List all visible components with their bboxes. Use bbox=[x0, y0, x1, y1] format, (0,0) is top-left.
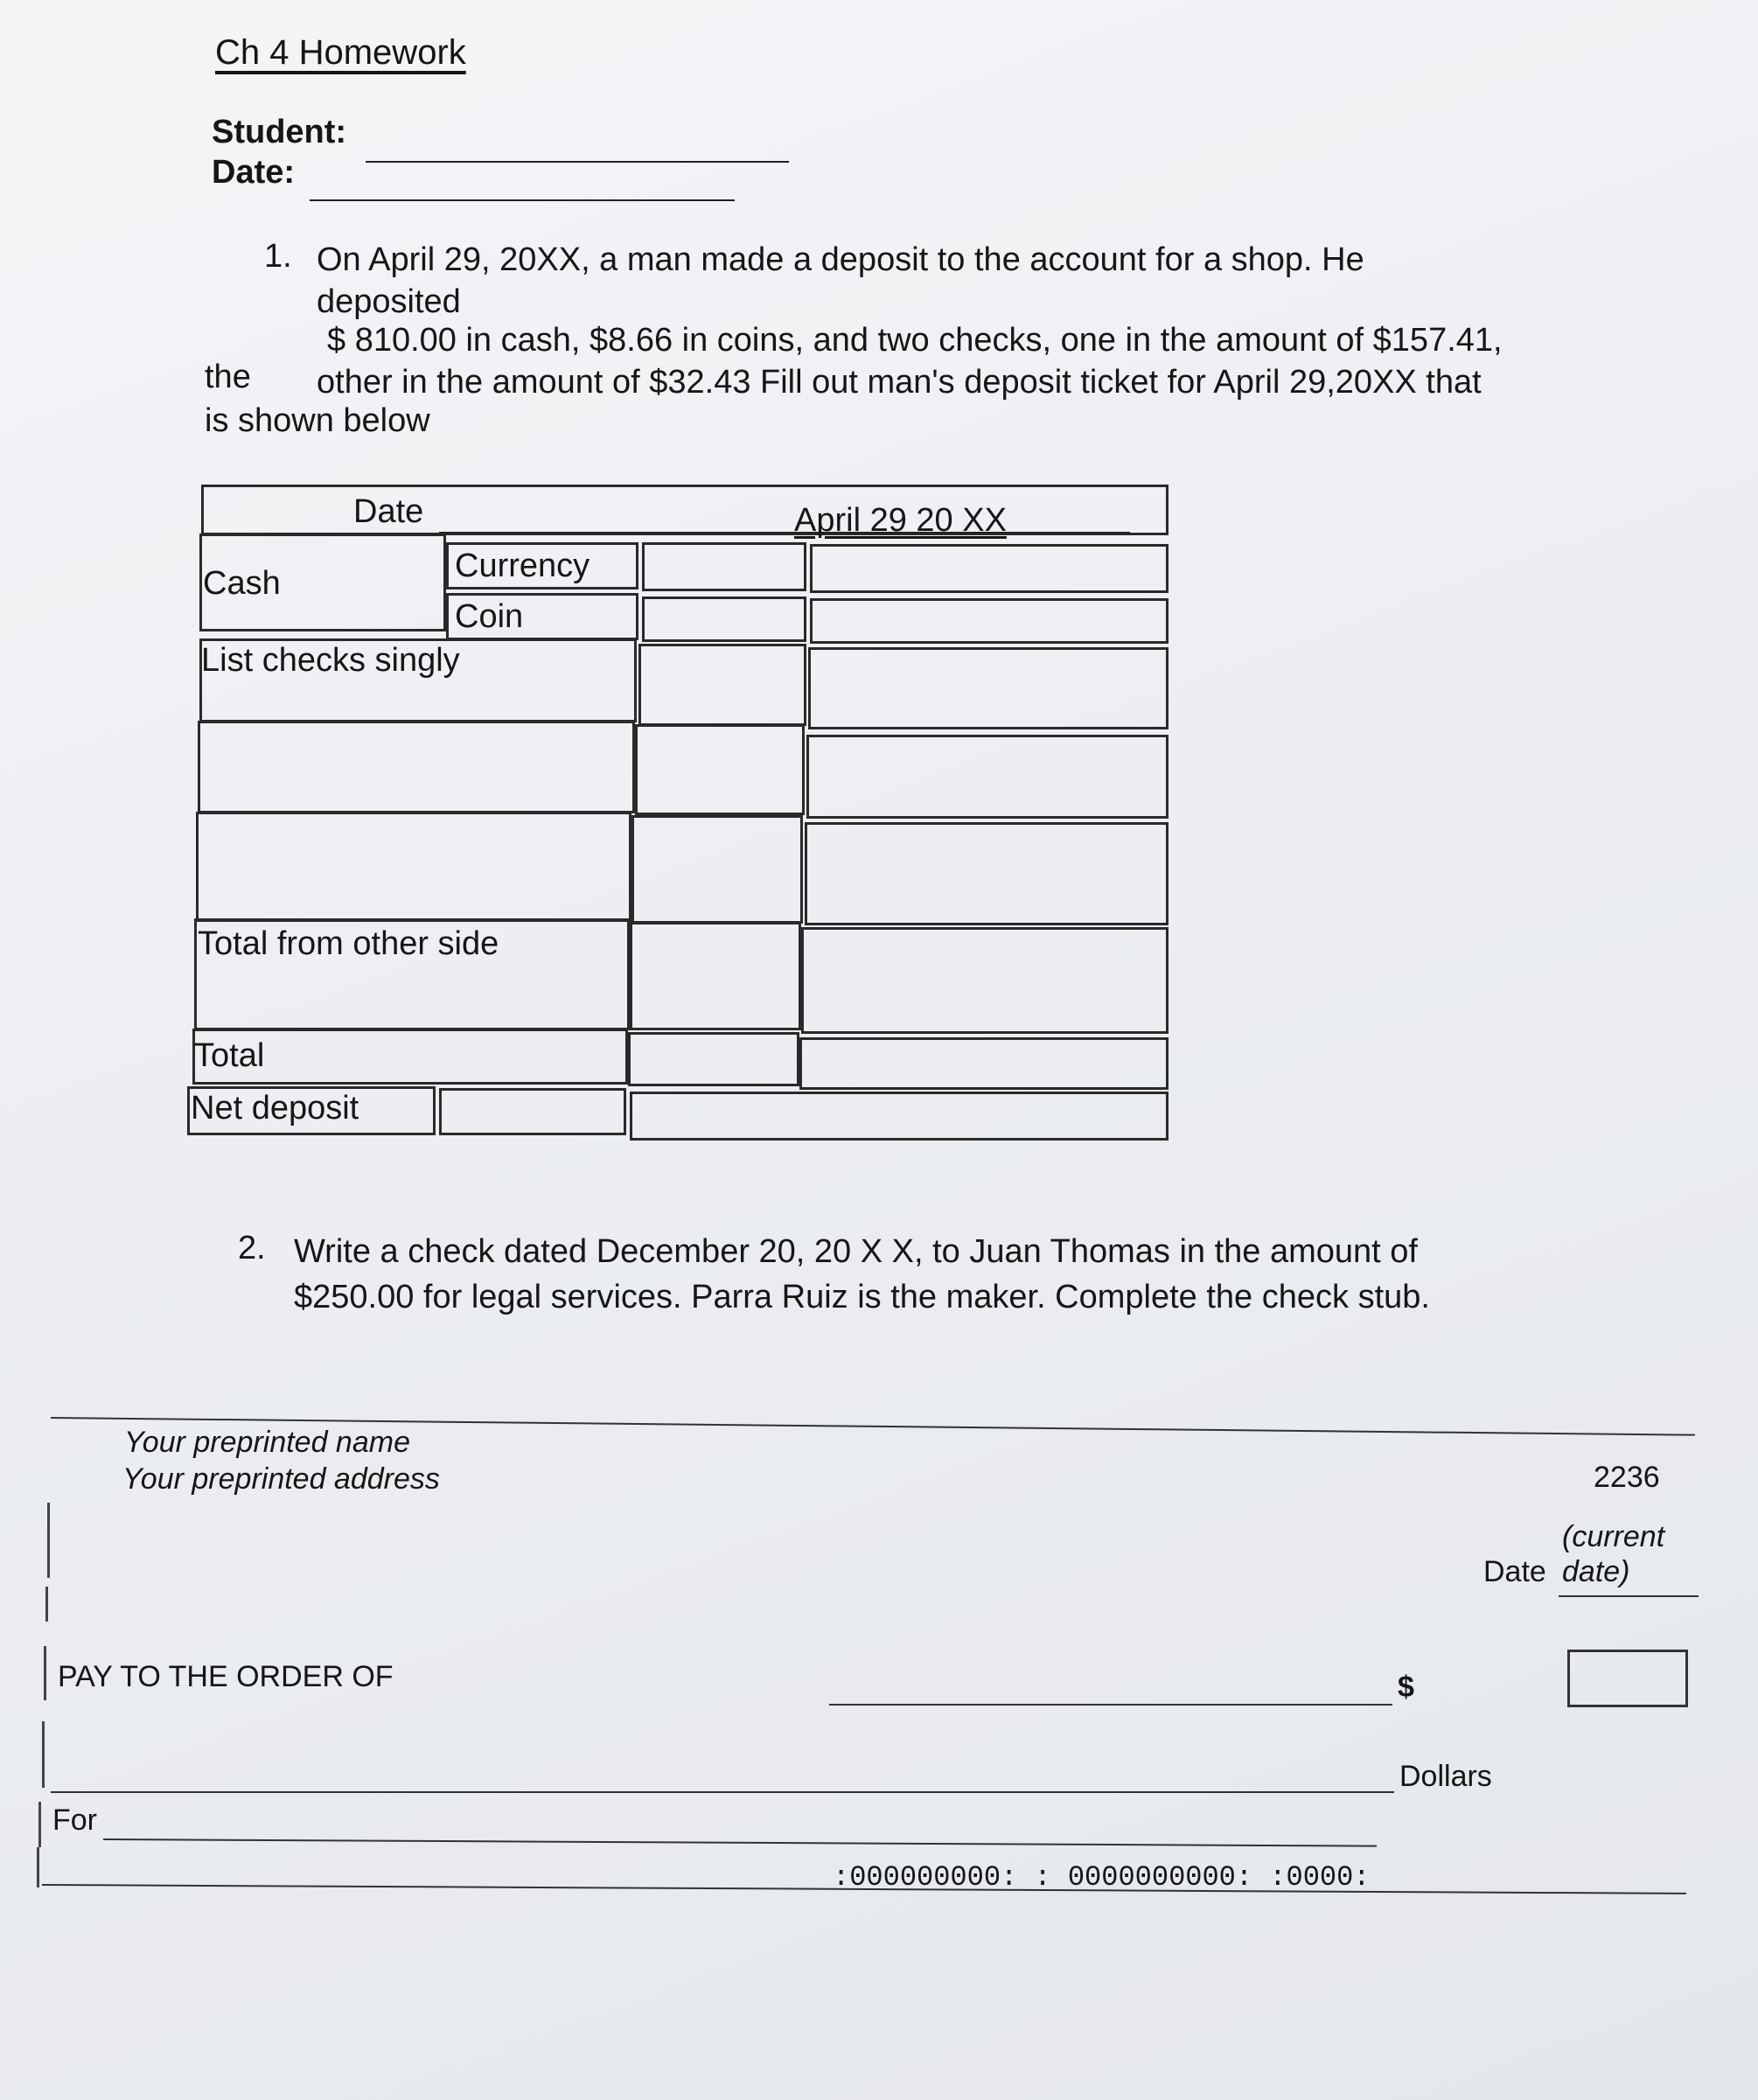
total-label: Total bbox=[194, 1037, 265, 1074]
check-left-edge bbox=[38, 1802, 41, 1847]
check-3-cents-field[interactable] bbox=[805, 822, 1169, 925]
ticket-date-label: Date bbox=[353, 493, 424, 530]
question-1-line: is shown below bbox=[205, 402, 430, 439]
cash-label: Cash bbox=[203, 565, 281, 602]
question-1-line: $ 810.00 in cash, $8.66 in coins, and two checks, one in the amount of $157.41, bbox=[327, 322, 1503, 359]
student-label: Student: bbox=[212, 114, 347, 150]
page-title: Ch 4 Homework bbox=[215, 33, 466, 72]
net-deposit-cents-field[interactable] bbox=[630, 1092, 1169, 1141]
question-1-line: other in the amount of $32.43 Fill out man's deposit ticket for April 29,20XX that bbox=[317, 364, 1482, 401]
dollars-label: Dollars bbox=[1399, 1760, 1492, 1793]
check-left-edge bbox=[45, 1587, 48, 1622]
memo-line[interactable] bbox=[103, 1838, 1377, 1847]
coin-label: Coin bbox=[455, 598, 524, 635]
question-1-number: 1. bbox=[264, 238, 292, 275]
check-left-edge bbox=[37, 1847, 39, 1887]
ticket-date-value[interactable]: April 29 20 XX bbox=[794, 502, 1007, 539]
currency-dollars-field[interactable] bbox=[642, 542, 806, 591]
check-2-label-cell[interactable] bbox=[198, 721, 635, 813]
total-other-label: Total from other side bbox=[198, 925, 499, 962]
check-3-dollars-field[interactable] bbox=[631, 815, 803, 924]
coin-dollars-field[interactable] bbox=[642, 597, 806, 642]
total-cents-field[interactable] bbox=[799, 1037, 1169, 1090]
check-left-edge bbox=[42, 1721, 45, 1788]
check-1-dollars-field[interactable] bbox=[638, 644, 806, 726]
question-1-line: On April 29, 20XX, a man made a deposit to the account for a shop. He bbox=[317, 241, 1364, 278]
net-deposit-label: Net deposit bbox=[191, 1090, 359, 1127]
micr-line: :000000000: : 0000000000: :0000: bbox=[833, 1861, 1371, 1894]
currency-label: Currency bbox=[455, 548, 590, 584]
check-3-label-cell[interactable] bbox=[196, 812, 631, 922]
check-left-edge bbox=[47, 1503, 50, 1578]
student-blank[interactable] bbox=[366, 161, 789, 163]
date-row bbox=[201, 485, 1169, 535]
checks-label: List checks singly bbox=[201, 642, 460, 679]
dollar-sign: $ bbox=[1398, 1671, 1414, 1704]
net-deposit-dollars-field[interactable] bbox=[439, 1088, 626, 1135]
question-1-line: the bbox=[205, 359, 251, 395]
preprinted-name: Your preprinted name bbox=[124, 1426, 410, 1459]
currency-cents-field[interactable] bbox=[810, 544, 1169, 593]
check-date-line[interactable] bbox=[1559, 1595, 1699, 1597]
date-hint-2: date) bbox=[1562, 1555, 1630, 1588]
preprinted-address: Your preprinted address bbox=[122, 1462, 440, 1496]
payee-line[interactable] bbox=[829, 1704, 1392, 1706]
for-label: For bbox=[52, 1803, 97, 1837]
pay-to-label: PAY TO THE ORDER OF bbox=[58, 1660, 394, 1693]
total-dollars-field[interactable] bbox=[628, 1032, 799, 1086]
question-1-line: deposited bbox=[317, 283, 461, 320]
question-2-number: 2. bbox=[238, 1230, 266, 1266]
coin-cents-field[interactable] bbox=[810, 598, 1169, 644]
date-blank[interactable] bbox=[310, 199, 735, 201]
check-number: 2236 bbox=[1594, 1461, 1660, 1494]
question-2-line: $250.00 for legal services. Parra Ruiz is the maker. Complete the check stub. bbox=[294, 1279, 1430, 1315]
amount-box[interactable] bbox=[1567, 1650, 1688, 1707]
check-1-cents-field[interactable] bbox=[808, 647, 1169, 729]
check-2-cents-field[interactable] bbox=[806, 735, 1169, 819]
date-underline bbox=[439, 532, 1130, 534]
total-other-cents-field[interactable] bbox=[801, 927, 1169, 1034]
date-hint-1: (current bbox=[1562, 1520, 1665, 1553]
date-label: Date: bbox=[212, 154, 296, 191]
check-2-dollars-field[interactable] bbox=[635, 724, 805, 815]
check-date-label: Date bbox=[1483, 1555, 1546, 1588]
total-other-dollars-field[interactable] bbox=[630, 922, 801, 1030]
check-left-edge bbox=[44, 1646, 46, 1700]
question-2-line: Write a check dated December 20, 20 X X, to Juan Thomas in the amount of bbox=[294, 1233, 1418, 1270]
amount-words-line[interactable] bbox=[51, 1791, 1394, 1793]
